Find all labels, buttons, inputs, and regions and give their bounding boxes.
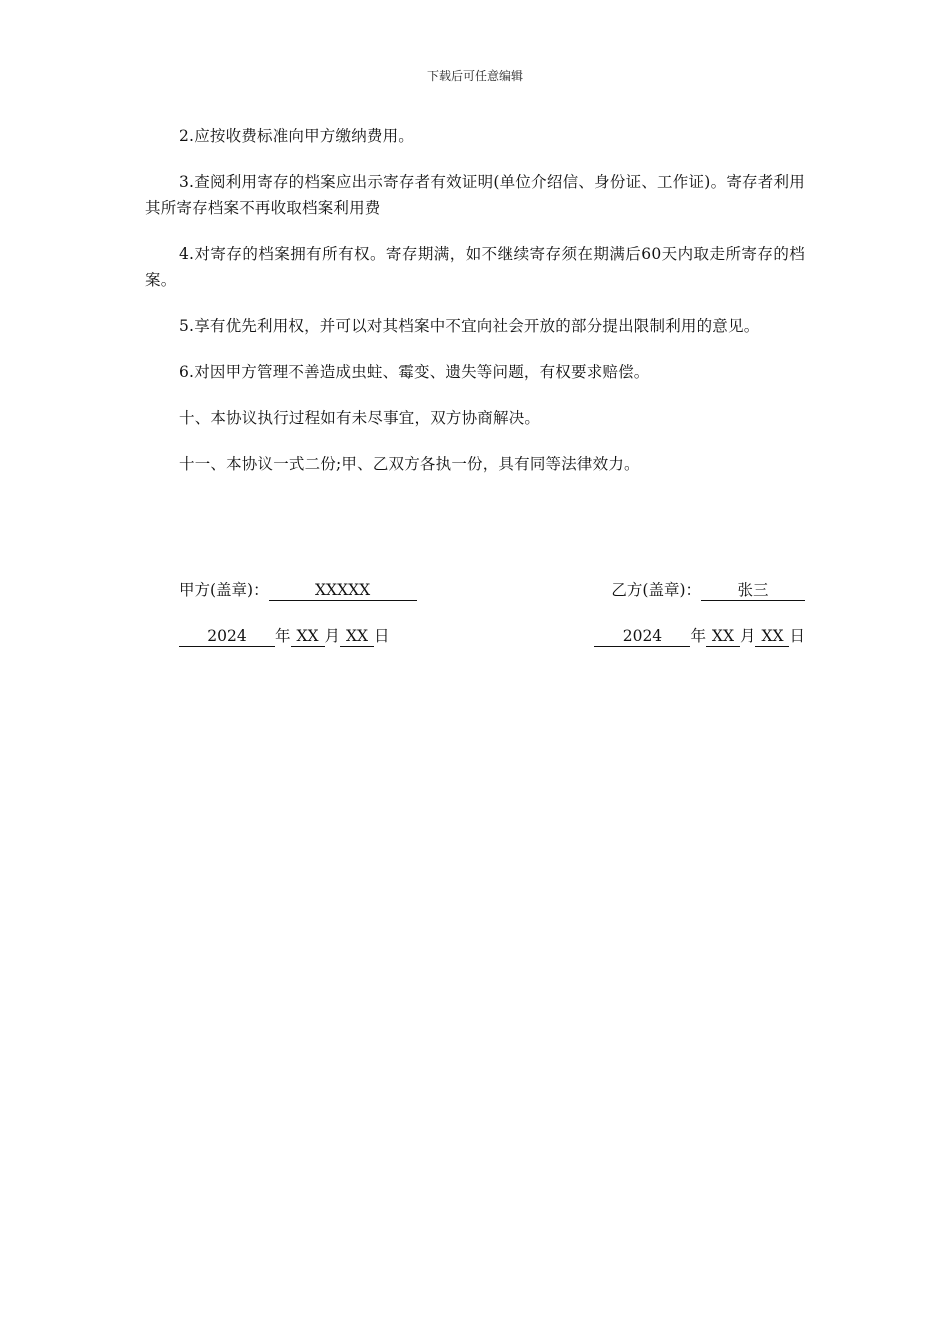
party-a-day-unit: 日 [374,627,390,645]
clause-6-compensation: 6.对因甲方管理不善造成虫蛀、霉变、遗失等问题，有权要求赔偿。 [179,363,650,381]
document-body [145,123,805,497]
clause-3-access: 3.查阅利用寄存的档案应出示寄存者有效证明(单位介绍信、身份证、工作证)。寄存者利用其所寄存档案不再收取档案利用费 [145,173,805,217]
party-b-signature [611,578,805,601]
party-b-name-field: 张三 [701,580,805,601]
party-a-signature [179,578,417,601]
party-a-year-unit: 年 [275,627,291,645]
party-a-month-field: XX [291,626,325,647]
party-b-day-unit: 日 [789,627,805,645]
clause-10-negotiation: 十、本协议执行过程如有未尽事宜，双方协商解决。 [179,409,541,427]
signature-row-names [145,578,805,604]
party-a-month-unit: 月 [324,627,341,645]
party-a-day-field: XX [340,626,374,647]
party-b-year-unit: 年 [690,627,706,645]
party-b-year-field: 2024 [594,626,690,647]
party-a-date [179,624,390,647]
page-header-note: 下载后可任意编辑 [426,69,523,83]
clause-2-fee: 2.应按收费标准向甲方缴纳费用。 [179,127,414,145]
signature-row-dates [145,624,805,650]
party-b-day-field: XX [755,626,789,647]
clause-4-ownership: 4.对寄存的档案拥有所有权。寄存期满，如不继续寄存须在期满后60天内取走所寄存的档案。 [145,245,805,289]
party-b-month-unit: 月 [739,627,756,645]
clause-11-copies: 十一、本协议一式二份;甲、乙双方各执一份，具有同等法律效力。 [179,455,640,473]
party-b-date [594,624,805,647]
party-a-name-field: XXXXX [269,580,417,601]
party-a-year-field: 2024 [179,626,275,647]
clause-5-priority: 5.享有优先利用权，并可以对其档案中不宜向社会开放的部分提出限制利用的意见。 [179,317,760,335]
party-a-label: 甲方(盖章)： [179,581,269,599]
party-b-label: 乙方(盖章)： [611,581,701,599]
party-b-month-field: XX [706,626,740,647]
signature-block [145,578,805,670]
